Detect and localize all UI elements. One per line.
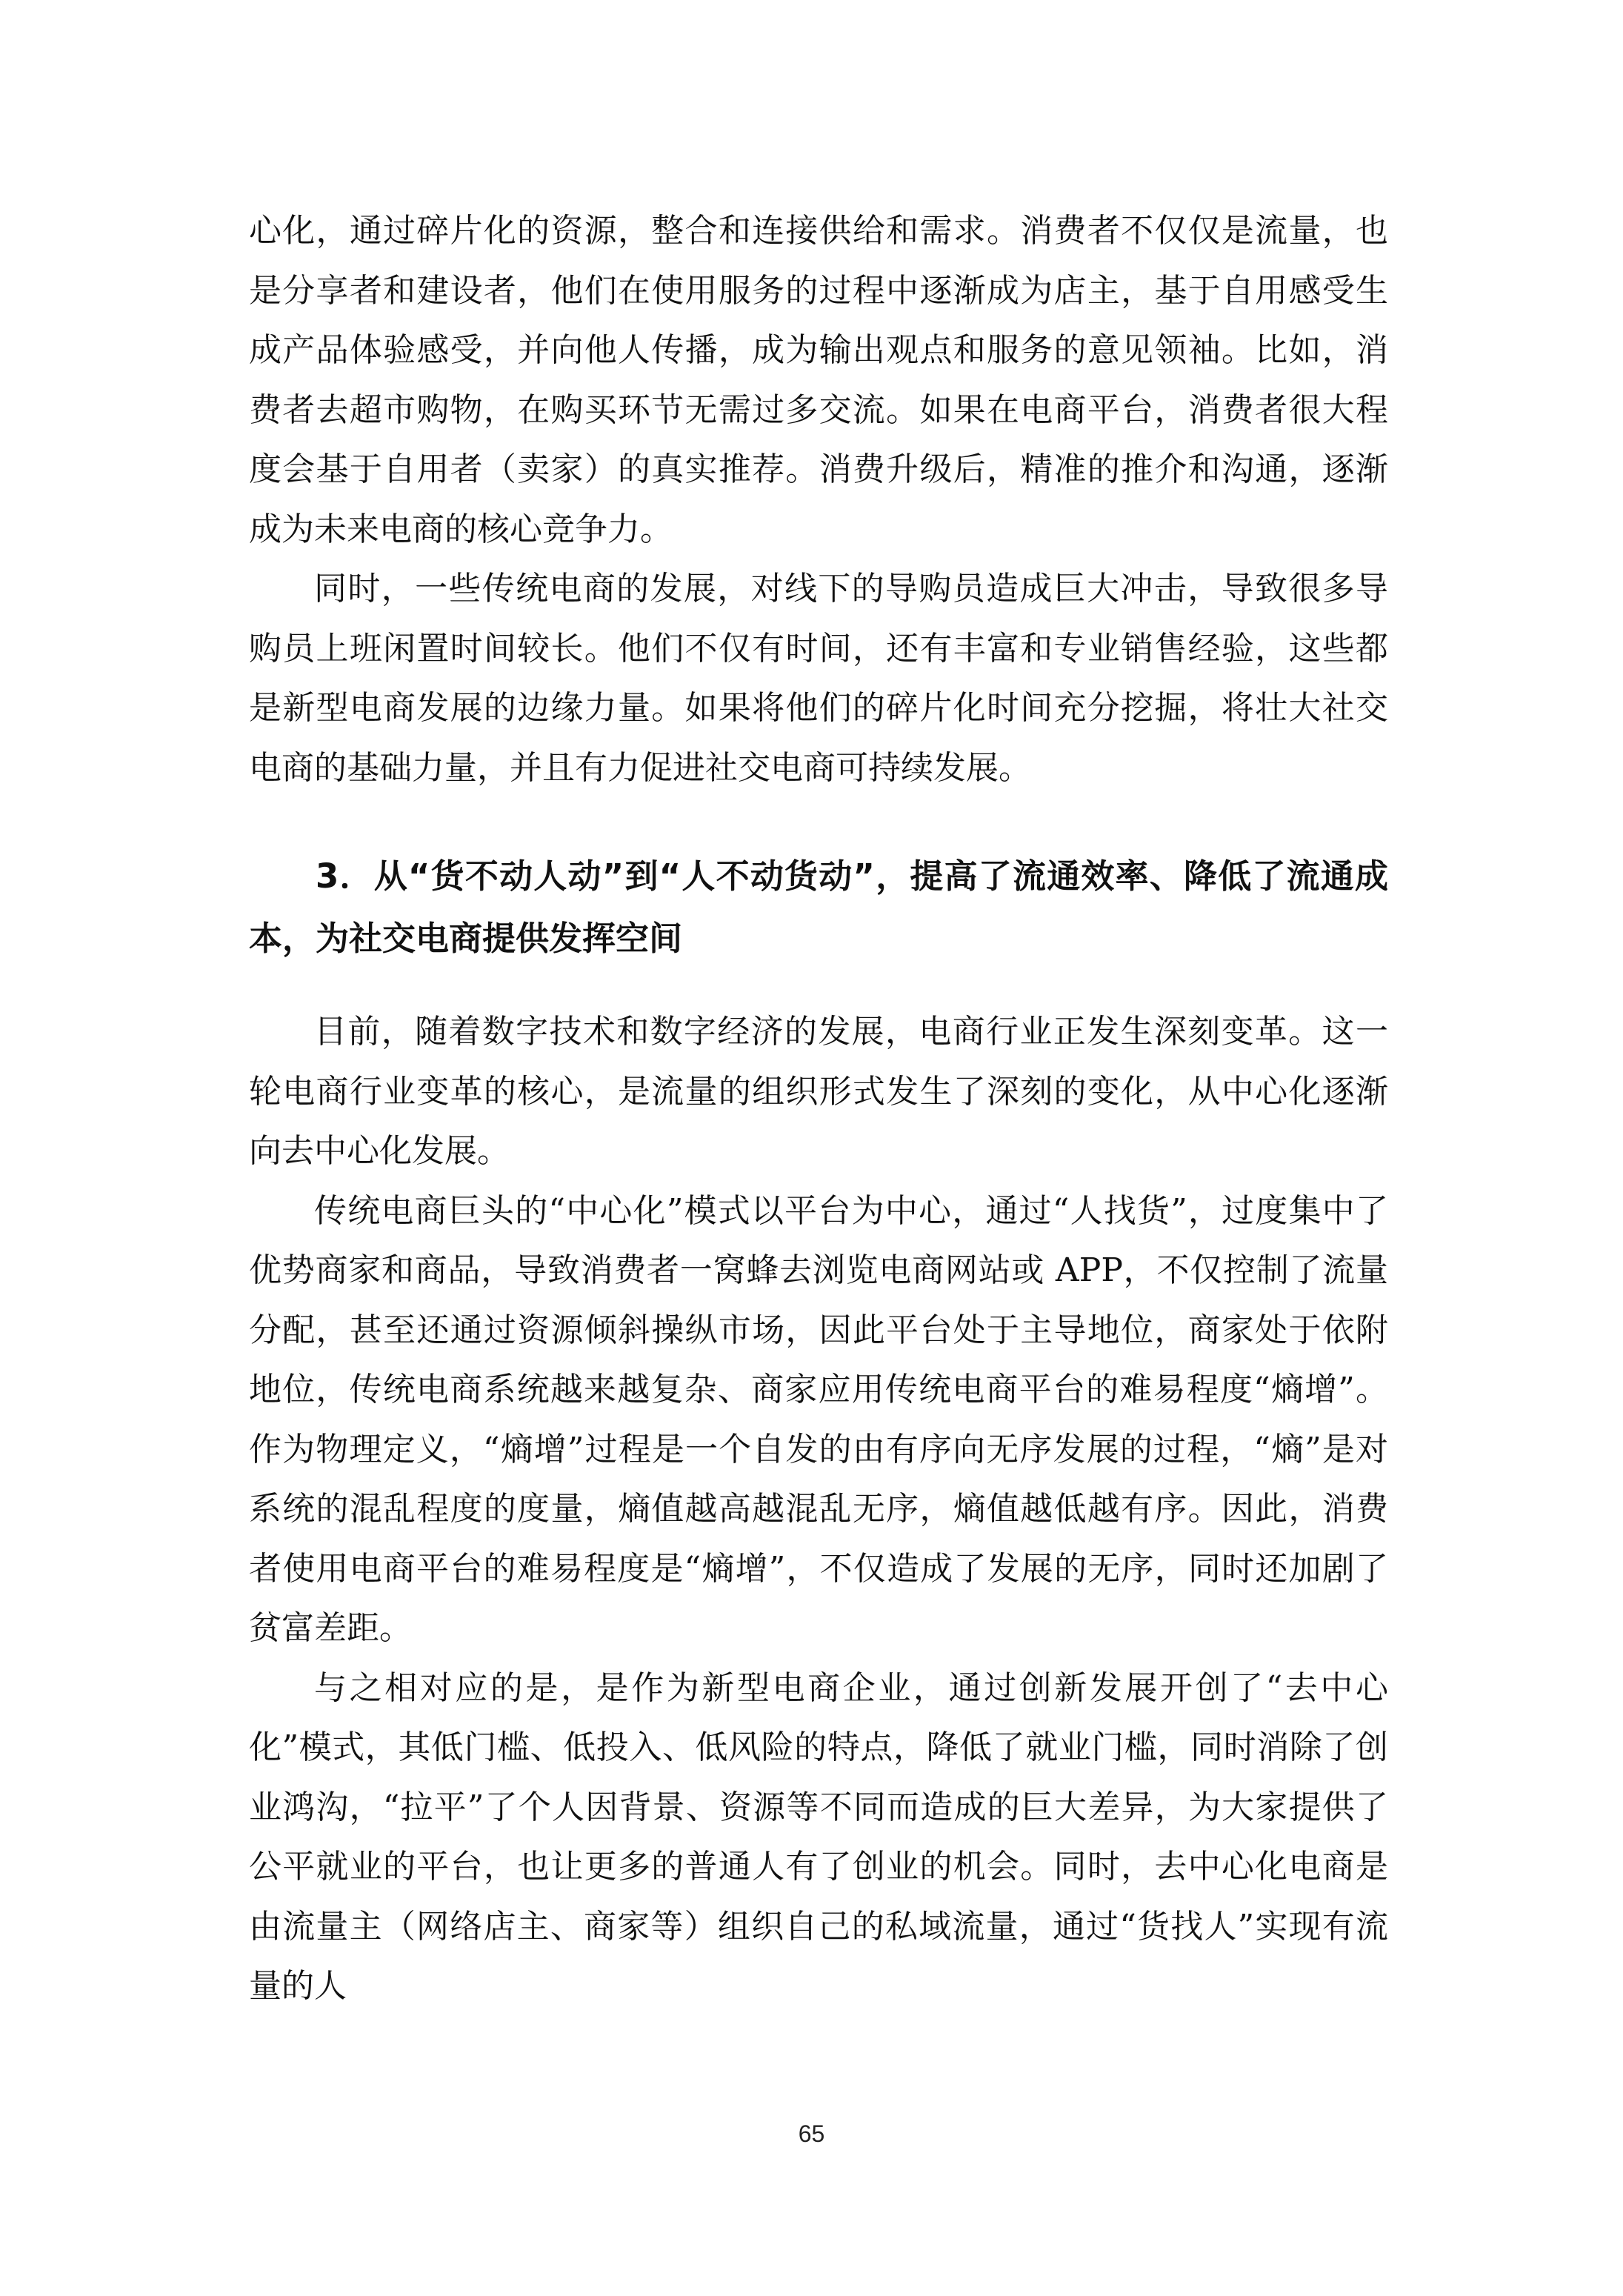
paragraph-salespeople: 同时，一些传统电商的发展，对线下的导购员造成巨大冲击，导致很多导购员上班闲置时间较长。他们不仅有时间，还有丰富和专业销售经验，这些都是新型电商发展的边缘力量。如果将他们的碎片化时间充分挖掘，将壮大社交电商的基础力量，并且有力促进社交电商可持续发展。 (249, 570, 1388, 787)
paragraph-decentralized-model: 与之相对应的是，是作为新型电商企业，通过创新发展开创了“去中心化”模式，其低门槛、低投入、低风险的特点，降低了就业门槛，同时消除了创业鸿沟，“拉平”了个人因背景、资源等不同而造成的巨大差异，为大家提供了公平就业的平台，也让更多的普通人有了创业的机会。同时，去中心化电商是由流量主（网络店主、商家等）组织自己的私域流量，通过“货找人”实现有流量的人 (249, 1668, 1388, 2005)
section-heading: 3．从“货不动人动”到“人不动货动”，提高了流通效率、降低了流通成本，为社交电商提供发挥空间 (249, 856, 1388, 958)
paragraph-digital-change: 目前，随着数字技术和数字经济的发展，电商行业正发生深刻变革。这一轮电商行业变革的核心，是流量的组织形式发生了深刻的变化，从中心化逐渐向去中心化发展。 (249, 1013, 1388, 1170)
paragraph-continued: 心化，通过碎片化的资源，整合和连接供给和需求。消费者不仅仅是流量，也是分享者和建设者，他们在使用服务的过程中逐渐成为店主，基于自用感受生成产品体验感受，并向他人传播，成为输出观点和服务的意见领袖。比如，消费者去超市购物，在购买环节无需过多交流。如果在电商平台，消费者很大程度会基于自用者（卖家）的真实推荐。消费升级后，精准的推介和沟通，逐渐成为未来电商的核心竞争力。 (249, 212, 1388, 548)
page-body (249, 202, 1388, 2017)
paragraph-centralized-model: 传统电商巨头的“中心化”模式以平台为中心，通过“人找货”，过度集中了优势商家和商品，导致消费者一窝蜂去浏览电商网站或 APP，不仅控制了流量分配，甚至还通过资源倾斜操纵市场，因此平台处于主导地位，商家处于依附地位，传统电商系统越来越复杂、商家应用传统电商平台的难易程度“熵增”。作为物理定义，“熵增”过程是一个自发的由有序向无序发展的过程，“熵”是对系统的混乱程度的度量，熵值越高越混乱无序，熵值越低越有序。因此，消费者使用电商平台的难易程度是“熵增”，不仅造成了发展的无序，同时还加剧了贫富差距。 (249, 1191, 1388, 1647)
page-number: 65 (798, 2120, 825, 2147)
